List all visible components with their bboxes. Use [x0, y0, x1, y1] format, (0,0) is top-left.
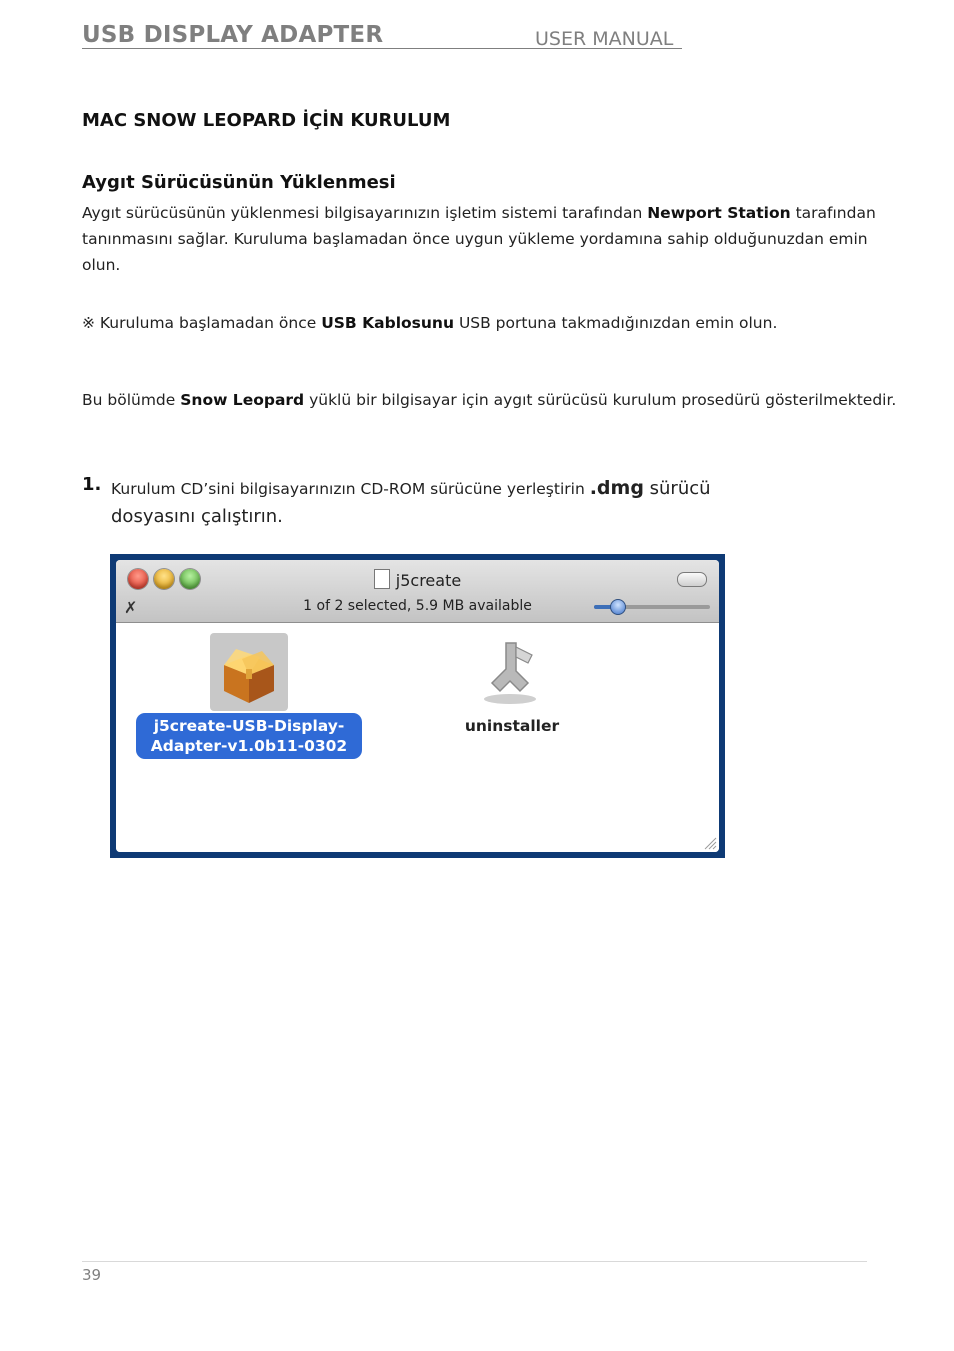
finder-titlebar	[116, 560, 719, 623]
step-text-ext: .dmg	[589, 477, 644, 499]
package-icon	[210, 633, 288, 711]
paragraph-procedure	[82, 387, 897, 413]
header-title: USB DISPLAY ADAPTER	[82, 22, 384, 48]
step-text	[111, 474, 871, 531]
finder-content	[116, 623, 719, 852]
uninstaller-label[interactable]: uninstaller	[464, 717, 560, 735]
package-item[interactable]	[210, 633, 288, 711]
section-subtitle: Aygıt Sürücüsünün Yüklenmesi	[82, 172, 396, 193]
paragraph-warning	[82, 309, 897, 337]
icon-size-slider[interactable]	[594, 605, 710, 609]
footer-rule	[82, 1261, 867, 1262]
header-subtitle: USER MANUAL	[535, 28, 674, 50]
tools-icon[interactable]: ✗	[124, 598, 138, 617]
finder-window	[116, 560, 719, 852]
paragraph-procedure-text: Bu bölümde	[82, 391, 181, 409]
status-bar-text: 1 of 2 selected, 5.9 MB available	[303, 598, 532, 614]
toolbar-toggle-button[interactable]	[677, 572, 707, 587]
step-text-start: Kurulum CD’sini bilgisayarınızın CD-ROM sürücüne yerleştirin	[111, 480, 590, 498]
resize-grip-icon[interactable]	[701, 834, 717, 850]
package-label[interactable]: j5create-USB-Display-Adapter-v1.0b11-0302	[136, 713, 362, 759]
paragraph-intro-text: Aygıt sürücüsünün yüklenmesi bilgisayarınızın işletim sistemi tarafından	[82, 204, 648, 222]
paragraph-intro-bold: Newport Station	[647, 204, 791, 222]
window-title-text: j5create	[395, 571, 462, 590]
section-title: MAC SNOW LEOPARD İÇİN KURULUM	[82, 110, 451, 131]
paragraph-procedure-bold: Snow Leopard	[180, 391, 305, 409]
paragraph-intro	[82, 200, 897, 278]
paragraph-procedure-text-end: yüklü bir bilgisayar için aygıt sürücüsü kurulum prosedürü gösterilmektedir.	[304, 391, 897, 409]
paragraph-warning-text-end: USB portuna takmadığınızdan emin olun.	[454, 314, 778, 332]
page-number: 39	[82, 1266, 102, 1284]
window-title	[116, 569, 719, 590]
paragraph-intro-text-end: tarafından tanınmasını sağlar. Kuruluma başlamadan önce uygun yükleme yordamına sahip olduğunuzdan emin olun.	[82, 204, 876, 274]
disk-image-icon	[374, 569, 390, 589]
step-text-end: dosyasını çalıştırın.	[111, 506, 283, 527]
step-number: 1.	[82, 474, 102, 495]
uninstaller-icon[interactable]	[476, 637, 544, 707]
paragraph-warning-bold: USB Kablosunu	[321, 314, 455, 332]
step-text-mid: sürücü	[643, 478, 711, 499]
paragraph-warning-text: ※ Kuruluma başlamadan önce	[82, 314, 322, 332]
header-rule	[82, 48, 682, 49]
finder-screenshot	[110, 554, 725, 858]
